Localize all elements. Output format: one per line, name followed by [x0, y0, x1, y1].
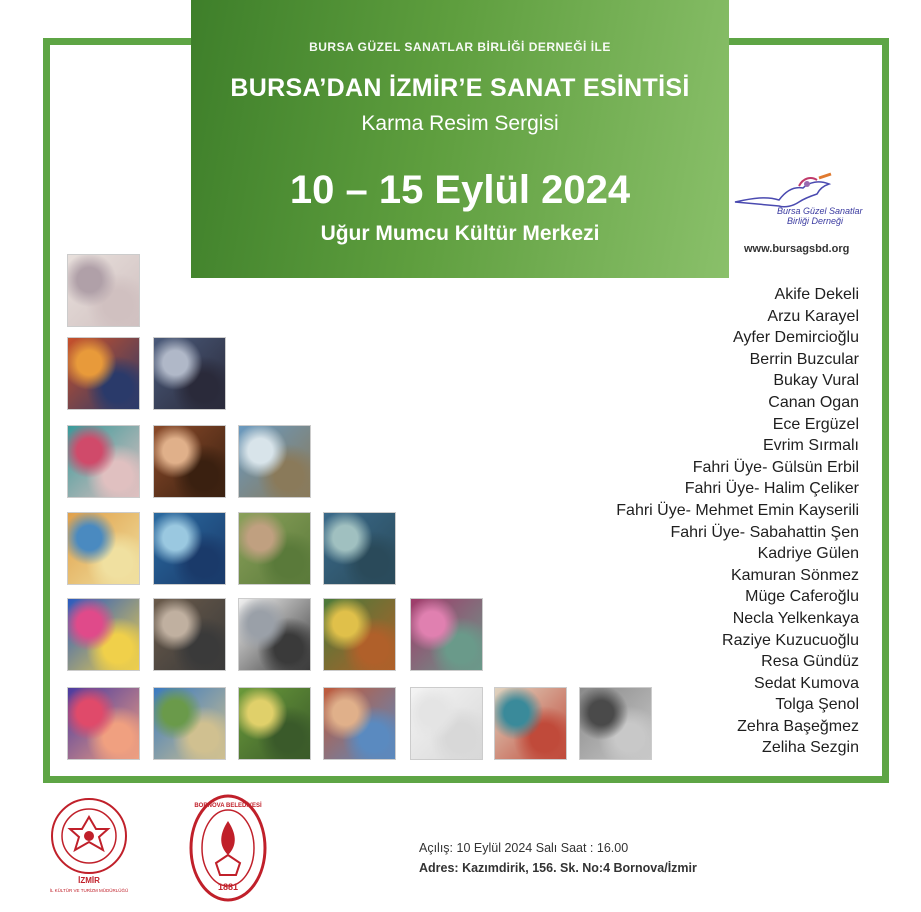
- artwork-thumbnail: [238, 425, 311, 498]
- association-logo: [733, 172, 873, 236]
- izmir-seal-label: İZMİR: [78, 876, 100, 885]
- artwork-thumbnail: [238, 512, 311, 585]
- artwork-thumbnail: [238, 687, 311, 760]
- association-logo-line1: Bursa Güzel Sanatlar: [777, 206, 863, 216]
- exhibition-dates: 10 – 15 Eylül 2024: [289, 168, 631, 212]
- artist-name: Sedat Kumova: [754, 674, 859, 692]
- artwork-thumbnail: [323, 687, 396, 760]
- artist-name: Fahri Üye- Mehmet Emin Kayserili: [616, 501, 859, 519]
- artwork-thumbnail: [67, 598, 140, 671]
- artist-list: [616, 284, 859, 759]
- event-address: Adres: Kazımdirik, 156. Sk. No:4 Bornova/İzmir: [419, 861, 697, 875]
- artist-name: Fahri Üye- Sabahattin Şen: [670, 523, 859, 541]
- artist-name: Resa Gündüz: [761, 653, 859, 671]
- artist-name: Kamuran Sönmez: [730, 566, 859, 584]
- artwork-thumbnail: [67, 425, 140, 498]
- artwork-thumbnail: [323, 598, 396, 671]
- organizer-line: BURSA GÜZEL SANATLAR BİRLİĞİ DERNEĞİ İLE: [309, 40, 611, 54]
- artwork-thumbnail: [67, 337, 140, 410]
- association-logo-line2: Birliği Derneği: [787, 216, 844, 226]
- bornova-seal-year: 1881: [217, 882, 239, 892]
- bornova-municipality-seal-icon: [188, 793, 268, 903]
- artist-name: Raziye Kuzucuoğlu: [722, 631, 859, 649]
- artist-name: Berrin Buzcular: [749, 350, 859, 368]
- exhibition-subtitle: Karma Resim Sergisi: [361, 112, 559, 135]
- artwork-thumbnail: [153, 687, 226, 760]
- artist-name: Müge Caferoğlu: [745, 588, 859, 606]
- artist-name: Ece Ergüzel: [772, 415, 859, 433]
- artwork-thumbnail: [323, 512, 396, 585]
- artist-name: Ayfer Demircioğlu: [733, 329, 859, 347]
- artwork-thumbnail: [579, 687, 652, 760]
- artwork-thumbnail: [67, 254, 140, 327]
- artist-name: Arzu Karayel: [767, 307, 859, 325]
- izmir-culture-seal-icon: [48, 795, 130, 897]
- artist-name: Bukay Vural: [773, 372, 859, 390]
- artwork-thumbnail: [238, 598, 311, 671]
- izmir-seal-sublabel: İL KÜLTÜR VE TURİZM MÜDÜRLÜĞÜ: [49, 888, 129, 893]
- artist-name: Canan Ogan: [768, 393, 859, 411]
- artwork-thumbnail: [153, 598, 226, 671]
- artwork-thumbnail: [153, 337, 226, 410]
- website-link[interactable]: www.bursagsbd.org: [744, 243, 850, 255]
- bornova-seal-label: BORNOVA BELEDİYESİ: [194, 803, 262, 809]
- exhibition-venue: Uğur Mumcu Kültür Merkezi: [320, 222, 600, 245]
- artist-name: Kadriye Gülen: [757, 545, 859, 563]
- artist-name: Tolga Şenol: [775, 696, 859, 714]
- exhibition-title: BURSA’DAN İZMİR’E SANAT ESİNTİSİ: [230, 74, 690, 102]
- artist-name: Fahri Üye- Halim Çeliker: [684, 480, 859, 498]
- artwork-thumbnail: [153, 512, 226, 585]
- artist-name: Fahri Üye- Gülsün Erbil: [692, 458, 859, 476]
- opening-time: Açılış: 10 Eylül 2024 Salı Saat : 16.00: [419, 841, 629, 855]
- artist-name: Zehra Başeğmez: [737, 717, 859, 735]
- artwork-thumbnail: [67, 687, 140, 760]
- artwork-thumbnail: [410, 598, 483, 671]
- artwork-thumbnail: [494, 687, 567, 760]
- artist-name: Zeliha Sezgin: [762, 739, 859, 757]
- artwork-thumbnail: [153, 425, 226, 498]
- header-banner: [191, 0, 729, 278]
- artwork-thumbnail: [410, 687, 483, 760]
- artist-name: Necla Yelkenkaya: [732, 609, 859, 627]
- association-logo-text: [777, 206, 877, 226]
- artwork-thumbnail: [67, 512, 140, 585]
- artist-name: Evrim Sırmalı: [763, 437, 859, 455]
- event-info: [419, 838, 697, 878]
- artist-name: Akife Dekeli: [774, 286, 859, 303]
